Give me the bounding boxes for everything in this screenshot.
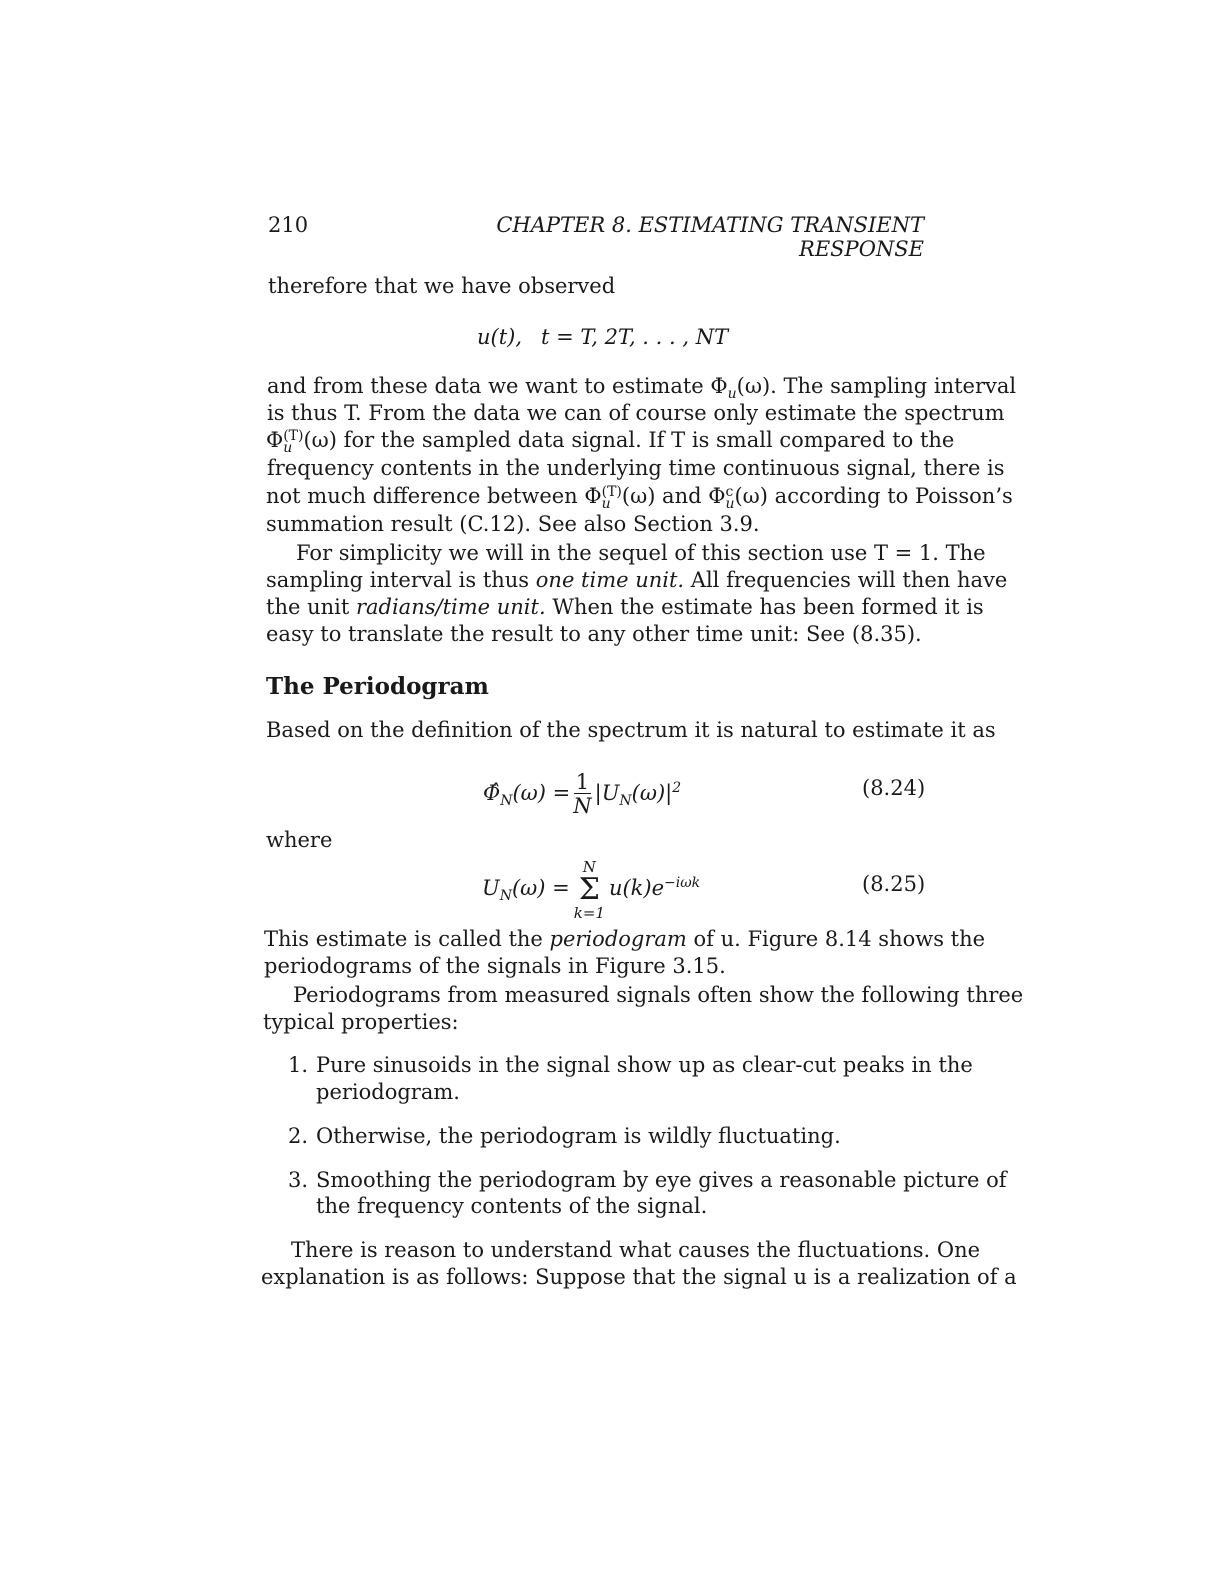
para1-line4: frequency contents in the underlying time continuous signal, there is: [267, 456, 1005, 480]
equation-number-8-24: (8.24): [862, 776, 926, 800]
para5-line2: typical properties:: [263, 1010, 459, 1034]
eq-observed-right: t = T, 2T, . . . , NT: [541, 325, 729, 349]
para3-line1: Based on the definition of the spectrum it is natural to estimate it as: [266, 718, 996, 742]
equation-number-8-25: (8.25): [862, 872, 926, 896]
list-item-1-number: 1.: [288, 1053, 309, 1077]
para5-line1: Periodograms from measured signals often show the following three: [293, 983, 1024, 1007]
equation-8-25: $U_N(\omega)$ = N Σ k=1 $u(k)e^{-i\omega k}$: [482, 857, 701, 922]
page-number: 210: [268, 213, 309, 237]
para1-line6: summation result (C.12). See also Section 3.9.: [266, 512, 760, 536]
equation-8-24: $\Phî_N(\omega)$ = $\frac{1}{N}$ $|U_N(\omega)|^2$: [483, 770, 682, 818]
para4-line2: periodograms of the signals in Figure 3.15.: [264, 954, 726, 978]
para1-line2: is thus T. From the data we can of course only estimate the spectrum: [267, 401, 1005, 425]
para2-line4: easy to translate the result to any other time unit: See (8.35).: [266, 622, 922, 646]
list-item-3-line1: Smoothing the periodogram by eye gives a reasonable picture of: [316, 1168, 1007, 1192]
list-item-1-line2: periodogram.: [316, 1080, 460, 1104]
para1-line1: and from these data we want to estimate $\Phi_u(\omega)$. The sampling interval: [267, 374, 1017, 403]
para2-line3: the unit radians/time unit. When the estimate has been formed it is: [266, 595, 984, 619]
intro-line: therefore that we have observed: [268, 274, 616, 298]
para6-line2: explanation is as follows: Suppose that the signal u is a realization of a: [261, 1265, 1017, 1289]
section-heading: The Periodogram: [266, 673, 489, 700]
para6-line1: There is reason to understand what causes the fluctuations. One: [291, 1238, 981, 1262]
list-item-2-number: 2.: [288, 1124, 309, 1148]
para2-line1: For simplicity we will in the sequel of this section use T = 1. The: [296, 541, 986, 565]
para2-line2: sampling interval is thus one time unit. All frequencies will then have: [266, 568, 1008, 592]
where-label: where: [266, 828, 333, 852]
list-item-3-line2: the frequency contents of the signal.: [316, 1194, 708, 1218]
para4-line1: This estimate is called the periodogram of u. Figure 8.14 shows the: [264, 927, 986, 951]
para1-line5: not much difference between Φ (T) u (ω) and Φ c u (ω) according to Poisson’s: [266, 483, 1013, 512]
para1-line3: Φ (T) u (ω) for the sampled data signal. If T is small compared to the: [266, 427, 955, 456]
eq-observed-left: u(t),: [477, 325, 523, 349]
chapter-title: CHAPTER 8. ESTIMATING TRANSIENT RESPONSE: [496, 213, 924, 261]
list-item-3-number: 3.: [288, 1168, 309, 1192]
list-item-1-line1: Pure sinusoids in the signal show up as clear-cut peaks in the: [316, 1053, 973, 1077]
list-item-2-line1: Otherwise, the periodogram is wildly fluctuating.: [316, 1124, 841, 1148]
